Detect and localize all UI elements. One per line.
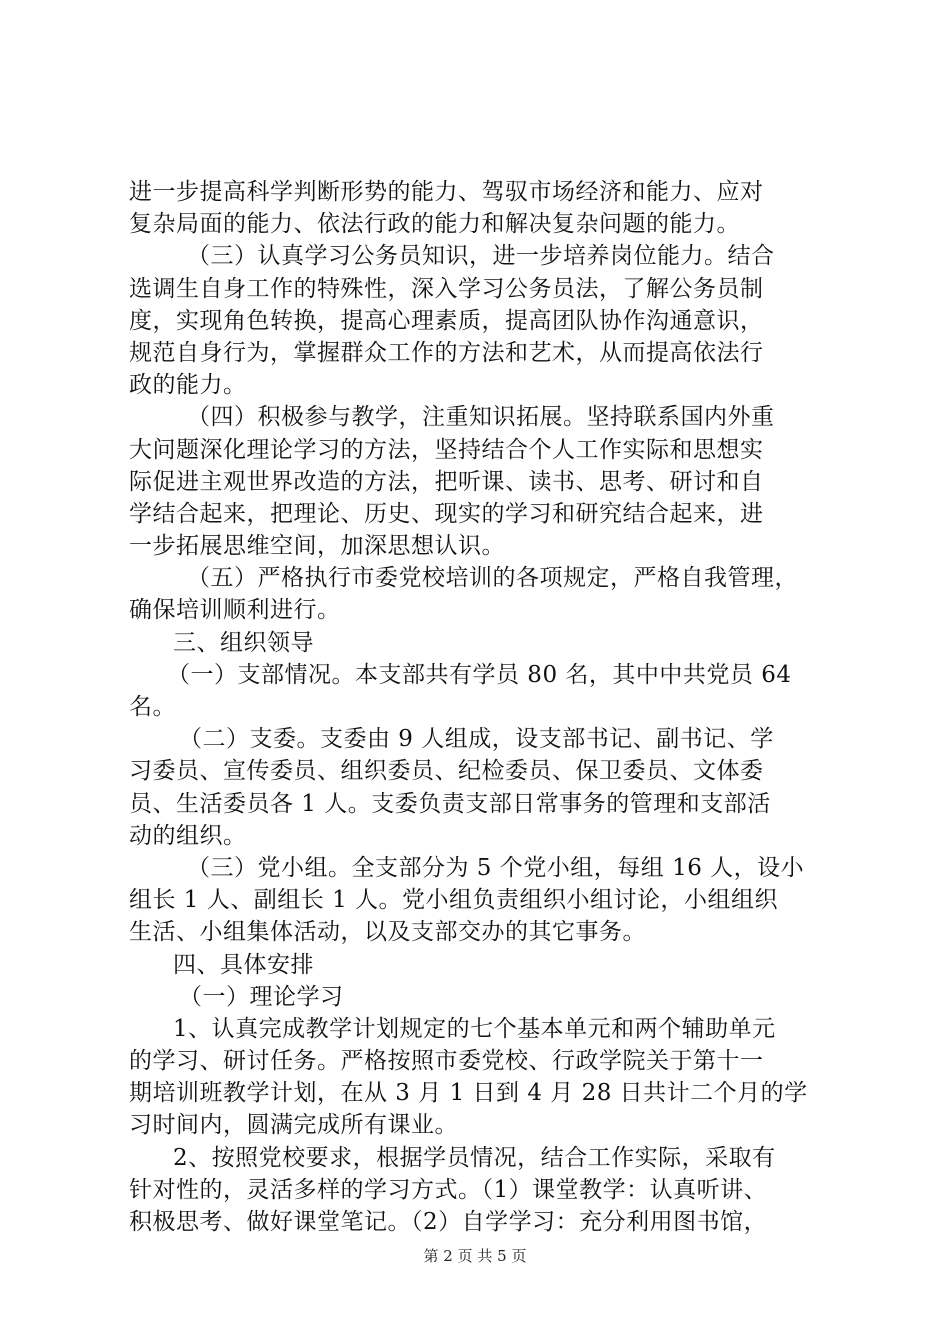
text-line: 组长 1 人、副组长 1 人。党小组负责组织小组讨论，小组组织	[129, 887, 779, 914]
chapter-heading: 三、组织领导	[173, 629, 314, 656]
text-line: 选调生自身工作的特殊性，深入学习公务员法，了解公务员制	[129, 275, 764, 302]
numbered-item: 1、认真完成教学计划规定的七个基本单元和两个辅助单元	[173, 1015, 776, 1042]
section-heading: （一）支部情况。本支部共有学员 80 名，其中中共党员 64	[167, 661, 792, 688]
text-line: 习委员、宣传委员、组织委员、纪检委员、保卫委员、文体委	[129, 758, 764, 785]
text-line: 度，实现角色转换，提高心理素质，提高团队协作沟通意识，	[129, 307, 764, 334]
text-line: 确保培训顺利进行。	[129, 597, 341, 624]
text-line: 复杂局面的能力、依法行政的能力和解决复杂问题的能力。	[129, 211, 740, 238]
text-line: 期培训班教学计划，在从 3 月 1 日到 4 月 28 日共计二个月的学	[129, 1080, 808, 1107]
section-heading: （三）党小组。全支部分为 5 个党小组，每组 16 人，设小	[187, 854, 805, 881]
text-line: 进一步提高科学判断形势的能力、驾驭市场经济和能力、应对	[129, 179, 764, 205]
text-line: 生活、小组集体活动，以及支部交办的其它事务。	[129, 919, 646, 946]
text-line: 学结合起来，把理论、历史、现实的学习和研究结合起来，进	[129, 500, 764, 527]
text-line: 名。	[129, 694, 176, 720]
text-line: 积极思考、做好课堂笔记。（2）自学学习：充分利用图书馆，	[129, 1209, 768, 1235]
page-footer: 第 2 页 共 5 页	[423, 1247, 527, 1265]
section-heading: （三）认真学习公务员知识，进一步培养岗位能力。结合	[187, 243, 775, 270]
section-heading: （五）严格执行市委党校培训的各项规定，严格自我管理，	[187, 565, 798, 592]
section-heading: （一）理论学习	[179, 983, 344, 1010]
numbered-item: 2、按照党校要求，根据学员情况，结合工作实际，采取有	[173, 1144, 776, 1171]
text-line: 针对性的，灵活多样的学习方式。（1）课堂教学：认真听讲、	[129, 1176, 768, 1203]
text-line: 习时间内，圆满完成所有课业。	[129, 1112, 458, 1139]
chapter-heading: 四、具体安排	[173, 951, 314, 978]
text-line: 的学习、研讨任务。严格按照市委党校、行政学院关于第十一	[129, 1048, 764, 1075]
section-heading: （四）积极参与教学，注重知识拓展。坚持联系国内外重	[187, 404, 775, 431]
text-line: 大问题深化理论学习的方法，坚持结合个人工作实际和思想实	[129, 436, 764, 463]
text-line: 一步拓展思维空间，加深思想认识。	[129, 533, 505, 560]
text-line: 政的能力。	[129, 372, 247, 399]
text-line: 规范自身行为，掌握群众工作的方法和艺术，从而提高依法行	[129, 339, 764, 366]
text-line: 际促进主观世界改造的方法，把听课、读书、思考、研讨和自	[129, 468, 764, 495]
section-heading: （二）支委。支委由 9 人组成，设支部书记、副书记、学	[179, 726, 774, 753]
body-text	[129, 176, 829, 1238]
text-line: 员、生活委员各 1 人。支委负责支部日常事务的管理和支部活	[129, 790, 771, 817]
text-line: 动的组织。	[129, 822, 247, 849]
